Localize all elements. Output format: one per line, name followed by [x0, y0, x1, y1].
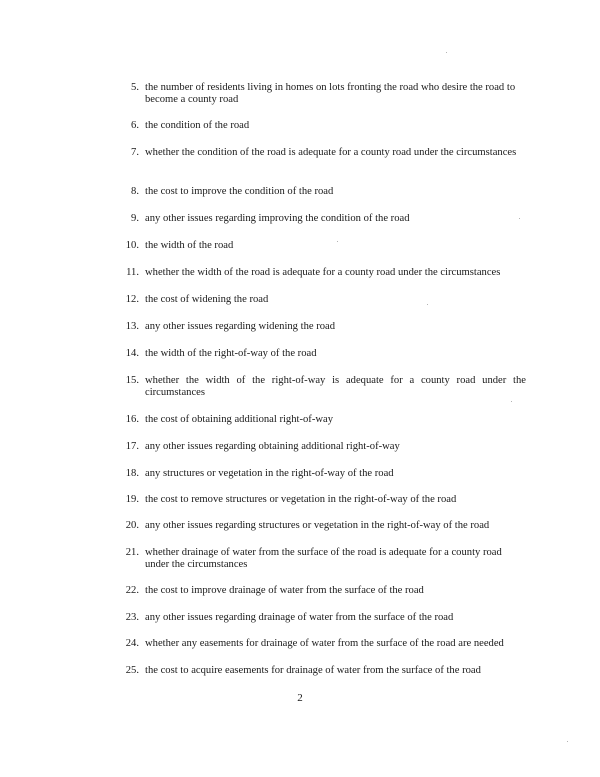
scan-speck: [337, 241, 338, 242]
item-text: whether the width of the road is adequate for a county road under the circumstances: [145, 267, 501, 278]
item-number: 15.: [125, 375, 139, 386]
item-number: 5.: [131, 82, 139, 93]
item-text: the condition of the road: [145, 120, 250, 131]
item-text: any structures or vegetation in the right-of-way of the road: [145, 468, 394, 479]
item-text: the cost of obtaining additional right-of-way: [145, 414, 333, 425]
item-text: the cost to improve drainage of water from the surface of the road: [145, 585, 424, 596]
item-number: 12.: [125, 294, 139, 305]
item-number: 14.: [125, 348, 139, 359]
item-text: whether the width of the right-of-way is adequate for a county road under the circumstances: [145, 375, 526, 399]
item-text: any other issues regarding widening the road: [145, 321, 336, 332]
item-text: whether drainage of water from the surface of the road is adequate for a county road under the circumstances: [145, 547, 502, 571]
item-text: any other issues regarding structures or vegetation in the right-of-way of the road: [145, 520, 490, 531]
scan-speck: [511, 401, 512, 402]
item-number: 13.: [125, 321, 139, 332]
item-number: 7.: [131, 147, 139, 158]
item-text: the width of the road: [145, 240, 234, 251]
item-text: any other issues regarding drainage of water from the surface of the road: [145, 612, 454, 623]
item-number: 11.: [126, 267, 139, 278]
item-text: the width of the right-of-way of the road: [145, 348, 317, 359]
item-number: 23.: [125, 612, 139, 623]
item-number: 18.: [125, 468, 139, 479]
item-number: 19.: [125, 494, 139, 505]
item-text: whether any easements for drainage of water from the surface of the road are needed: [145, 638, 504, 649]
item-number: 16.: [125, 414, 139, 425]
item-number: 9.: [131, 213, 139, 224]
item-number: 22.: [125, 585, 139, 596]
item-number: 17.: [125, 441, 139, 452]
item-text: any other issues regarding improving the condition of the road: [145, 213, 410, 224]
item-text: the cost of widening the road: [145, 294, 269, 305]
item-number: 20.: [125, 520, 139, 531]
scan-speck: [519, 218, 520, 219]
item-number: 8.: [131, 186, 139, 197]
item-text: whether the condition of the road is adequate for a county road under the circumstances: [145, 147, 517, 158]
item-number: 21.: [125, 547, 139, 558]
scan-speck: [567, 741, 568, 742]
scan-speck: [427, 304, 428, 305]
scan-speck: [446, 52, 447, 53]
item-text: the cost to improve the condition of the road: [145, 186, 334, 197]
page-number: 2: [297, 692, 303, 704]
item-number: 6.: [131, 120, 139, 131]
item-text: the number of residents living in homes on lots fronting the road who desire the road to become a county road: [145, 82, 516, 106]
item-number: 10.: [125, 240, 139, 251]
item-text: the cost to acquire easements for drainage of water from the surface of the road: [145, 665, 481, 676]
item-text: the cost to remove structures or vegetation in the right-of-way of the road: [145, 494, 457, 505]
item-number: 25.: [125, 665, 139, 676]
item-text: any other issues regarding obtaining additional right-of-way: [145, 441, 400, 452]
item-number: 24.: [125, 638, 139, 649]
